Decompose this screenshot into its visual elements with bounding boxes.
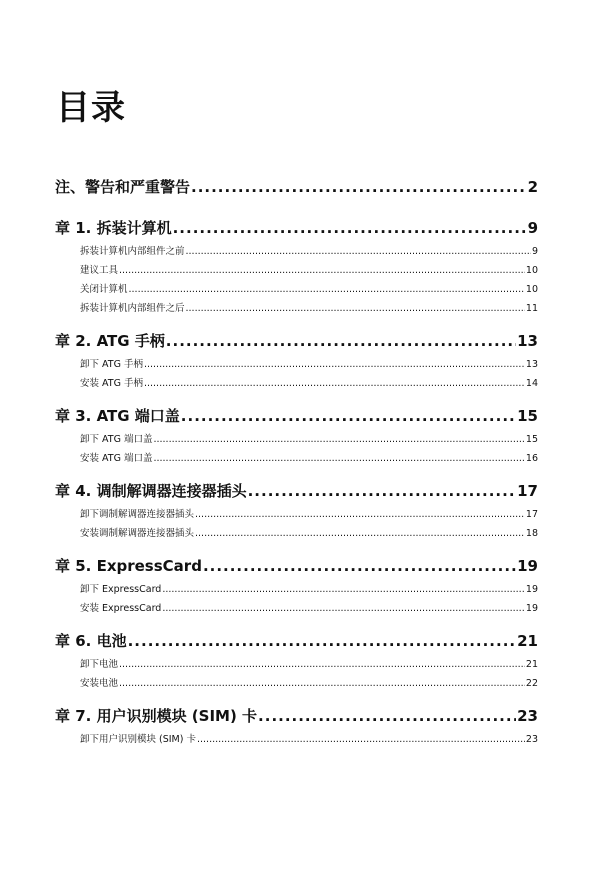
toc-entry-page-number: 2 — [527, 178, 538, 196]
toc-entry-label: 安装 ATG 端口盖 — [80, 453, 153, 464]
toc-entry-page-number: 13 — [525, 359, 538, 370]
dot-leader — [195, 505, 525, 524]
dot-leader — [166, 328, 516, 354]
toc-entry-page-number: 19 — [517, 557, 538, 575]
page-title: 目录 — [56, 88, 126, 128]
toc-entry-page-number: 19 — [525, 584, 538, 595]
toc-entry-label: 章 1. 拆装计算机 — [55, 219, 172, 237]
toc-entry-page-number: 10 — [525, 284, 538, 295]
toc-chapter-entry[interactable] — [55, 328, 538, 354]
dot-leader — [119, 674, 525, 693]
toc-entry-label: 章 3. ATG 端口盖 — [55, 407, 180, 425]
dot-leader — [195, 524, 525, 543]
toc-chapter — [55, 403, 538, 468]
toc-chapter-entry[interactable] — [55, 703, 538, 729]
toc-entry-label: 安装电池 — [80, 678, 119, 689]
toc-entry-page-number: 13 — [517, 332, 538, 350]
toc-section-entry[interactable] — [55, 280, 538, 299]
toc-entry-page-number: 21 — [517, 632, 538, 650]
toc-entry-label: 章 6. 电池 — [55, 632, 127, 650]
toc-entry-label: 建议工具 — [80, 265, 119, 276]
toc-entry-page-number: 18 — [525, 528, 538, 539]
toc-entry-label: 卸下调制解调器连接器插头 — [80, 509, 195, 520]
toc-entry-page-number: 23 — [525, 734, 538, 745]
toc-chapter-entry[interactable] — [55, 215, 538, 241]
toc-section-entry[interactable] — [55, 430, 538, 449]
dot-leader — [248, 478, 517, 504]
toc-entry-label: 章 4. 调制解调器连接器插头 — [55, 482, 247, 500]
toc-chapter-entry[interactable] — [55, 174, 538, 200]
toc-entry-page-number: 15 — [517, 407, 538, 425]
dot-leader — [153, 449, 524, 468]
toc-section-entry[interactable] — [55, 242, 538, 261]
toc-chapter — [55, 328, 538, 393]
toc-entry-label: 安装 ExpressCard — [80, 603, 162, 614]
toc-chapter — [55, 703, 538, 749]
toc-chapter — [55, 478, 538, 543]
toc-chapter — [55, 215, 538, 318]
dot-leader — [173, 215, 527, 241]
toc-entry-label: 卸下电池 — [80, 659, 119, 670]
toc-section-entry[interactable] — [55, 599, 538, 618]
toc-entry-label: 章 5. ExpressCard — [55, 557, 202, 575]
toc-chapter-entry[interactable] — [55, 628, 538, 654]
toc-entry-page-number: 19 — [525, 603, 538, 614]
dot-leader — [186, 299, 525, 318]
dot-leader — [203, 553, 516, 579]
dot-leader — [162, 599, 525, 618]
toc-entry-page-number: 22 — [525, 678, 538, 689]
dot-leader — [258, 703, 516, 729]
toc-section-entry[interactable] — [55, 674, 538, 693]
dot-leader — [129, 280, 525, 299]
toc-section-entry[interactable] — [55, 505, 538, 524]
dot-leader — [153, 430, 524, 449]
toc-entry-label: 章 7. 用户识别模块 (SIM) 卡 — [55, 707, 258, 725]
toc-section-entry[interactable] — [55, 261, 538, 280]
toc-entry-page-number: 9 — [527, 219, 538, 237]
toc-entry-page-number: 9 — [531, 246, 538, 257]
dot-leader — [144, 355, 525, 374]
dot-leader — [191, 174, 527, 200]
toc-entry-label: 卸下 ATG 手柄 — [80, 359, 143, 370]
toc-entry-label: 安装调制解调器连接器插头 — [80, 528, 195, 539]
toc-chapter — [55, 628, 538, 693]
dot-leader — [181, 403, 516, 429]
toc-entry-page-number: 11 — [525, 303, 538, 314]
toc-entry-label: 卸下 ExpressCard — [80, 584, 162, 595]
toc-chapter-entry[interactable] — [55, 478, 538, 504]
dot-leader — [186, 242, 531, 261]
toc-entry-page-number: 23 — [517, 707, 538, 725]
toc-entry-page-number: 17 — [525, 509, 538, 520]
toc-entry-label: 卸下用户识别模块 (SIM) 卡 — [80, 734, 196, 745]
toc-entry-label: 安装 ATG 手柄 — [80, 378, 143, 389]
dot-leader — [197, 730, 525, 749]
toc-entry-page-number: 10 — [525, 265, 538, 276]
toc-entry-page-number: 17 — [517, 482, 538, 500]
toc-section-entry[interactable] — [55, 355, 538, 374]
toc-entry-page-number: 16 — [525, 453, 538, 464]
toc-section-entry[interactable] — [55, 449, 538, 468]
toc-entry-label: 关闭计算机 — [80, 284, 128, 295]
toc-chapter-entry[interactable] — [55, 553, 538, 579]
toc-entry-label: 章 2. ATG 手柄 — [55, 332, 165, 350]
toc-chapter — [55, 174, 538, 200]
toc-section-entry[interactable] — [55, 374, 538, 393]
table-of-contents — [55, 174, 538, 759]
toc-chapter — [55, 553, 538, 618]
toc-entry-label: 卸下 ATG 端口盖 — [80, 434, 153, 445]
toc-entry-page-number: 21 — [525, 659, 538, 670]
toc-entry-label: 拆装计算机内部组件之后 — [80, 303, 185, 314]
toc-chapter-entry[interactable] — [55, 403, 538, 429]
toc-entry-label: 拆装计算机内部组件之前 — [80, 246, 185, 257]
dot-leader — [162, 580, 525, 599]
toc-section-entry[interactable] — [55, 299, 538, 318]
toc-entry-page-number: 15 — [525, 434, 538, 445]
toc-section-entry[interactable] — [55, 524, 538, 543]
toc-section-entry[interactable] — [55, 730, 538, 749]
toc-section-entry[interactable] — [55, 655, 538, 674]
dot-leader — [128, 628, 517, 654]
dot-leader — [144, 374, 525, 393]
dot-leader — [119, 655, 525, 674]
toc-entry-label: 注、警告和严重警告 — [55, 178, 191, 196]
toc-section-entry[interactable] — [55, 580, 538, 599]
toc-entry-page-number: 14 — [525, 378, 538, 389]
dot-leader — [119, 261, 525, 280]
